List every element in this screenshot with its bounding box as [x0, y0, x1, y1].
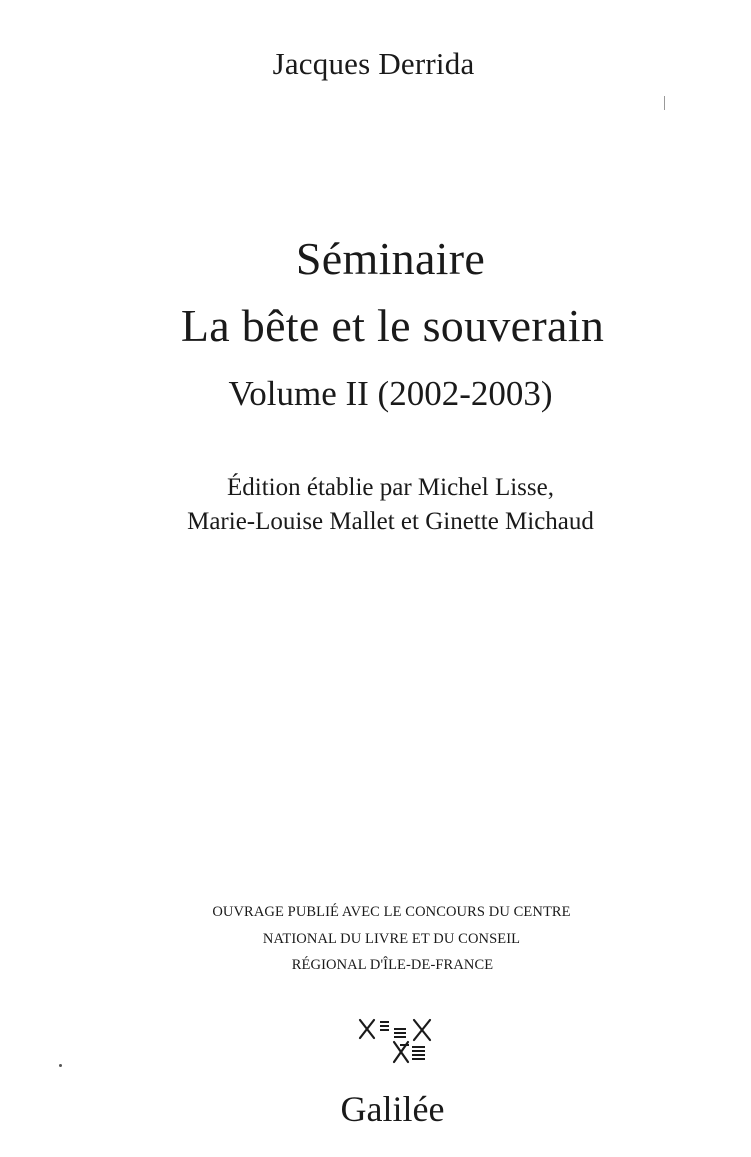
publisher-name: Galilée — [340, 1089, 445, 1129]
series-title: Séminaire — [295, 233, 486, 284]
edition-credit-line-1: Édition établie par Michel Lisse, — [227, 474, 554, 501]
scan-speck — [59, 1064, 62, 1067]
galilee-publisher-logo-icon — [356, 1016, 436, 1066]
support-notice-line-1: OUVRAGE PUBLIÉ AVEC LE CONCOURS DU CENTRE — [212, 904, 571, 920]
support-notice-line-3: RÉGIONAL D'ÎLE-DE-FRANCE — [291, 957, 494, 973]
volume-label: Volume II (2002-2003) — [228, 374, 553, 413]
author-name: Jacques Derrida — [272, 46, 475, 81]
scan-mark — [664, 96, 665, 110]
edition-credit-line-2: Marie-Louise Mallet et Ginette Michaud — [187, 508, 594, 535]
book-title: La bête et le souverain — [180, 300, 605, 351]
support-notice-line-2: NATIONAL DU LIVRE ET DU CONSEIL — [262, 931, 521, 947]
